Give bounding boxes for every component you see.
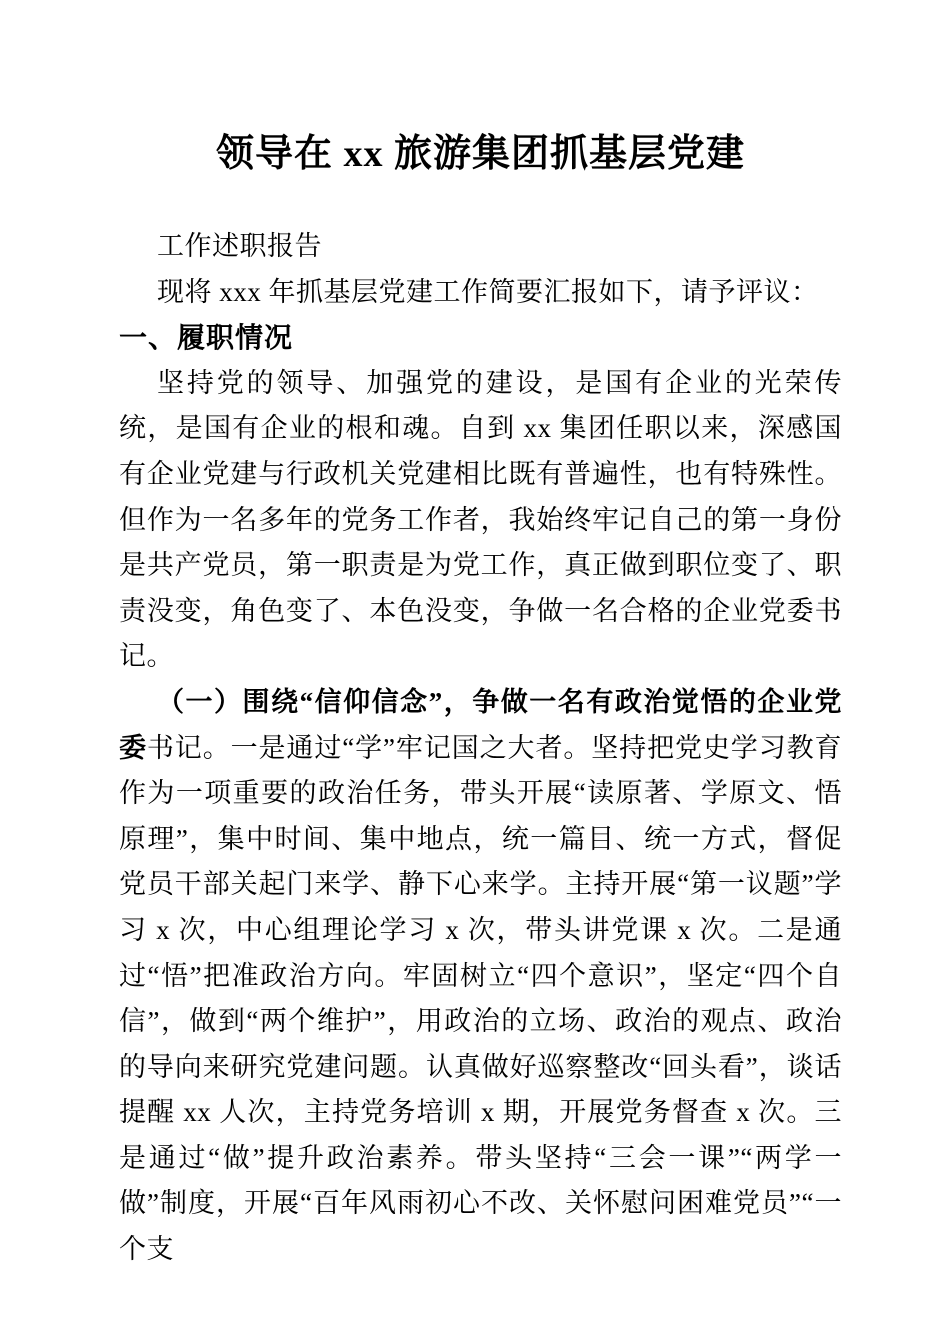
paragraph-belief bbox=[119, 680, 842, 1273]
paragraph-performance-overview: 坚持党的领导、加强党的建设，是国有企业的光荣传统，是国有企业的根和魂。自到 xx 集团任职以来，深感国有企业党建与行政机关党建相比既有普遍性，也有特殊性。但作为一名多年的党务工作者，我始终牢记自己的第一身份是共产党员，第一职责是为党工作，真正做到职位变了、职责没变，角色变了、本色没变，争做一名合格的企业党委书记。 bbox=[119, 367, 842, 672]
paragraph-belief-body: 书记。一是通过“学”牢记国之大者。坚持把党史学习教育作为一项重要的政治任务，带头开展“读原著、学原文、悟原理”，集中时间、集中地点，统一篇目、统一方式，督促党员干部关起门来学、静下心来学。主持开展“第一议题”学习 x 次，中心组理论学习 x 次，带头讲党课 x 次。二是通过“悟”把准政治方向。牢固树立“四个意识”，坚定“四个自信”，做到“两个维护”，用政治的立场、政治的观点、政治的导向来研究党建问题。认真做好巡察整改“回头看”，谈话提醒 xx 人次，主持党务培训 x 期，开展党务督查 x 次。三是通过“做”提升政治素养。带头坚持“三会一课”“两学一做”制度，开展“百年风雨初心不改、关怀慰问困难党员”“一个支 bbox=[119, 732, 842, 1265]
document-title: 领导在 xx 旅游集团抓基层党建 bbox=[215, 133, 745, 175]
intro-line-opening: 现将 xxx 年抓基层党建工作简要汇报如下，请予评议： bbox=[157, 276, 819, 307]
paragraph-belief-heading: （一）围绕“信仰信念”，争做一名有政治觉悟的企业党委 bbox=[119, 686, 842, 763]
section-heading-performance: 一、履职情况 bbox=[119, 322, 294, 354]
intro-line-report-type: 工作述职报告 bbox=[157, 231, 322, 261]
